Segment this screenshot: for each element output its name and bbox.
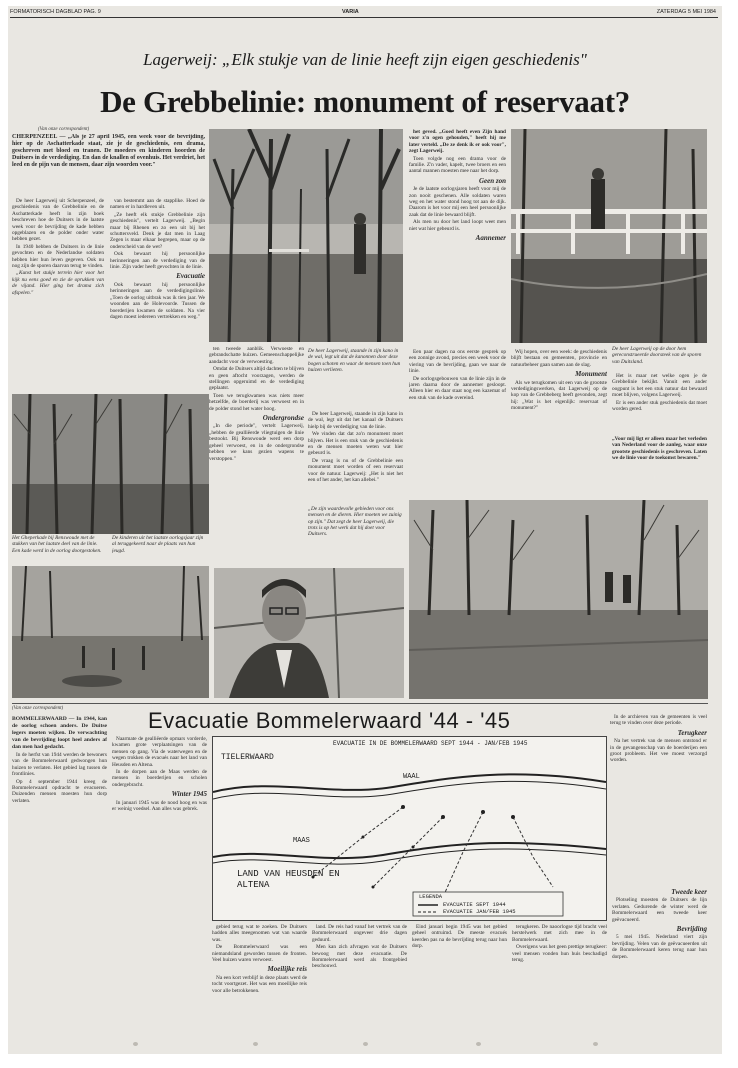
article-column-6b (511, 349, 607, 499)
paragraph: Toen we terugkwamen was niets meer hetzelfde, de boerderij was verwoest en in de polder stond het water hoog. (209, 392, 304, 412)
caption-kanoo: De heer Lagerweij, staande in zijn kano in de wal, legt uit dat de kanonnen door deze bogen schoten en waar de mensen toen hun huizen verlieten. (308, 348, 401, 373)
paragraph: ten tweede aanblik. Verwoeste en gebrandschatte huizen. Gemeenschappelijke aandacht voor de verwoesting. (209, 346, 304, 365)
byline: (Van onze correspondent) (38, 127, 90, 132)
photo-man-by-trees (209, 129, 403, 342)
paragraph: Ook bewaart hij persoonlijke herinneringen aan de verdediging van de linie. Zijn vader heeft gevochten in de linie. (110, 251, 205, 271)
article-2-column-8 (612, 886, 707, 1032)
map-label-tielerwaard: TIELERWAARD (221, 753, 274, 762)
paragraph: Eind januari begin 1945 was het gebied geheel ontruimd. De meeste evacués keerden pas na de bevrijding terug naar hun dorp. (412, 924, 507, 950)
paragraph: „Kunst het stukje terrein hier voor het kijk nu eens goed en zie de oprukken van de vijand. Hier ging het drama zich afspelen." (12, 270, 104, 296)
paragraph: Na een kort verblijf in deze plaats werd de tocht voortgezet. Het was een moeilijke reis voor alle betrokkenen. (212, 974, 307, 994)
paragraph: Naarmate de gealliëerde opmars vorderde, kwamen grote verplaatsingen van de mensen op gang. Via de waterwegen en de wegen trokken de evacués naar het land van Heusden en Altena. (112, 736, 207, 768)
article-lead: CHERPENZEEL — „Als je 27 april 1945, een week voor de bevrijding, hier op de Aschatterkade staat, zie je de geschiedenis, een drama, geschreven met bloed en tranen. De moeders en kinderen hoorden de Duitsers in de verdediging. En dan de knallen of ovenhuis. Het verdriet, het leed en de pijn van de mensen, daar zijn woorden voor." (12, 134, 205, 168)
punch-hole (593, 1042, 598, 1046)
article-2-column-4 (312, 924, 407, 1032)
paragraph: „In die periode", vertelt Lagerweij, „hebben de gealliëerde vliegtuigen de linie bestookt. Bij Renswoude werd een dorp geheel verwoest, en in de ondergrondse hebben we kans gezien wapens te verstoppen." (209, 423, 304, 462)
subheading-moeilijke-reis: Moeilijke reis (267, 965, 307, 974)
photo-forest (12, 394, 209, 534)
paragraph: Je de laatste oorlogsjaren heeft voor mij de zon nooit geschenen. Alle soldaten waren weg en het water stond hoog tot aan de dijk. Daarom is het voor mij een heel persoonlijke zaak dat de linie bewaard blijft. (409, 186, 506, 218)
article-2-column-1 (12, 716, 107, 1032)
subheading-ondergrondse: Ondergrondse (262, 414, 304, 423)
spacer (308, 412, 309, 413)
paragraph: Omdat de Duitsers altijd dachten te blijven en geen aftocht voorzagen, werden de stellingen opgeruimd en de verdediging geplaatst. (209, 366, 304, 392)
subheading-winter-1945: Winter 1945 (171, 790, 207, 799)
subheading-geen-zon: Geen zon (478, 176, 506, 185)
paragraph: Als we terugkomen uit een van de grootste verdedigingswerken, dat Lagerweij op de kop van de Grebbeberg heeft gevonden, zegt hij: „Wat is het eigenlijk: reservaat of monument?" (511, 379, 607, 412)
paragraph: We vinden dat dat zo'n monument moet blijven. Het is een stuk van de geschiedenis en de mensen moeten weten wat hier gebeurd is. (308, 431, 403, 457)
paragraph: In de herfst van 1944 werden de bewoners van de Bommelerwaard gedwongen hun huizen te verlaten. Het gebied lag tussen de frontlinies. (12, 752, 107, 778)
paragraph: Op 4 september 1944 kreeg de Bommelerwaard opdracht te evacueren. Duizenden mensen moesten hun dorp verlaten. (12, 778, 107, 804)
paragraph: Plotseling moesten de Duitsers de lijn verlaten. Gedurende de winter werd de Bommelerwaard een tweede keer geëvacueerd. (612, 897, 707, 923)
paragraph: In de dorpen aan de Maas werden de mensen in boerderijen en scholen ondergebracht. (112, 769, 207, 788)
article-column-3 (209, 346, 304, 554)
punch-hole (253, 1042, 258, 1046)
map-title: EVACUATIE IN DE BOMMELERWAARD SEPT 1944 - JAN/FEB 1945 (333, 740, 528, 747)
paragraph: De Bommelerwaard was een niemandsland geworden tussen de fronten. Veel huizen waren verwoest. (212, 944, 307, 964)
paragraph: Overigens was het geen prettige terugkeer: veel mensen vonden hun huis beschadigd terug. (512, 944, 607, 964)
subheading-evacuatie: Evacuatie (176, 272, 205, 281)
pull-quote: „Voor mij ligt er alleen maar het verleden van Nederland voor de aanleg, waar onze grootste geschiedenis is geschreven. Laten we de linie voor de toekomst bewaren." (612, 436, 707, 462)
paragraph: 5 mei 1945. Nederland viert zijn bevrijding. Velen van de geëvacueerden uit de Bommelerwaard keren terug naar hun dorpen. (612, 934, 707, 960)
punch-hole (363, 1042, 368, 1046)
paragraph: In januari 1945 was de nood hoog en was er weinig voedsel. Aan alles was gebrek. (112, 799, 207, 813)
article-2-title: Evacuatie Bommelerwaard '44 - '45 (148, 708, 511, 733)
photo-portrait (214, 568, 404, 698)
subheading-monument: Monument (575, 370, 607, 379)
caption-kinderen: De kinderen uit het laatste oorlogsjaar zijn al teruggekeerd naar de plaats van hun jeugd. (112, 535, 204, 554)
paragraph: Na het vertrek van de mensen ontstond er in de gevangenschap van de boerderijen een groot probleem. Het vee moest verzorgd worden. (610, 738, 707, 764)
article-column-2 (110, 198, 205, 393)
photo-bridge (511, 129, 707, 343)
caption-gheperkade: Het Gheperkade bij Renswoude met de stukken van het laatste deel van de linie. Een kade werd in de oorlog doorgestoken. (12, 535, 102, 554)
paragraph: Het is maar net welke ogen je de Grebbelinie bekijkt. Vanuit een ander oogpunt is het een stuk natuur dat bewaard moet blijven, volgens Lagerweij. (612, 373, 707, 399)
paragraph: Als men nu door het land loopt weet men niet wat hier gebeurd is. (409, 219, 506, 232)
photo-field-posts (12, 566, 209, 698)
map-label-maas: MAAS (293, 837, 310, 845)
paragraph: „Ze heeft elk stukje Grebbelinie zijn geschiedenis", vertelt Lagerweij. „Begin maar bij Rhenen en zo een uit bij het schuttersveld. Denk je dat men in Laag Zegen is maar elkaar begrepen, maar op de onderscheid van de wet? (110, 211, 205, 250)
caption-waardevol: „De zijn waardevolle gebieden voor ons mensen en de dieren. Hier moeten we zuinig op zijn." Dat zegt de heer Lagerweij, die trots is op het werk dat hij doet voor Duitsers. (308, 506, 402, 538)
photo-landscape (409, 500, 708, 699)
masthead-left: FORMATORISCH DAGBLAD PAG. 9 (10, 9, 101, 15)
paragraph: Wij hopen, over een week: de geschiedenis blijft bestaan en gemeenten, provincie en natuurbeheer gaan samen aan de slag. (511, 349, 607, 368)
subheading-aannemer: Aannemer (475, 234, 506, 243)
paragraph: De heer Lagerweij uit Scherpenzeel, de geschiedenis van de Grebbelinie en de Aschatterkade heeft in zijn boek beschreven hoe de Duitsers in de laatste week voor de bevrijding de kade hebben opgeblazen en de polder onder water hebben gezet. (12, 198, 104, 243)
masthead-rule (10, 17, 718, 18)
article-2-column-5 (412, 924, 507, 1032)
punch-hole (133, 1042, 138, 1046)
subheading-terugkeer: Terugkeer (677, 728, 707, 737)
newspaper-page (8, 6, 722, 1054)
article-headline: De Grebbelinie: monument of reservaat? (100, 84, 630, 119)
article-kicker: Lagerweij: „Elk stukje van de linie heeft zijn eigen geschiedenis" (143, 50, 587, 69)
paragraph: De vraag is nu of de Grebbelinie een monument moet worden of een reservaat voor de natuur. Lagerweij: „Het is niet het een of het ander, het kan allebei." (308, 457, 403, 484)
article-column-6a (409, 349, 506, 499)
paragraph: terugkeren. De naoorlogse tijd bracht veel herstelwerk met zich mee in de Bommelerwaard. (512, 924, 607, 943)
paragraph: De oorlogsgebouwen van de linie zijn in de jaren daarna door de aannemer gesloopt. Alleen hier en daar staat nog een kazemat of een stuk van de kade overeind. (409, 375, 506, 401)
map-legend-sept: EVACUATIE SEPT 1944 (443, 901, 506, 908)
map-legend-title: LEGENDA (419, 893, 443, 900)
map-legend-jan: EVACUATIE JAN/FEB 1945 (443, 908, 516, 915)
paragraph: Men kan zich afvragen wat de Duitsers bewoog met deze evacuatie. De Bommelerwaard werd als frontgebied beschouwd. (312, 944, 407, 970)
article-column-7 (612, 373, 707, 433)
paragraph: Er is een ander stuk geschiedenis dat moet worden gered. (612, 399, 707, 413)
article-separator (12, 703, 708, 704)
paragraph: gebied terug wat te zoeken. De Duitsers hadden alles meegenomen wat van waarde was. (212, 924, 307, 943)
paragraph: van bestemmt aan de stapplike. Hoed de namen er in hardleven uit. (110, 198, 205, 211)
paragraph: Toen volgde nog een drama voor de familie. Z'n vader, kapelt, twee broers en een aantal mannen moesten mee naar het dorp. (409, 155, 506, 175)
paragraph: Ook bewaart hij persoonlijke herinneringen aan de verdedigingslinie. „Toen de oorlog uitbrak was ik tien jaar. We woonden aan de Holevoorde. Tussen de boerderijen kwamen de soldaten. Na vier dagen moest iedereen vertrekken en weg." (110, 281, 205, 320)
article-column-1 (12, 198, 104, 343)
masthead-section: VARIA (342, 9, 359, 15)
paragraph: BOMMELERWAARD — In 1944, kan de oorlog schoen anders. De Duitse legers moeten wijken. De verwachting van de bevrijding loopt heel anders af dan men had gedacht. (12, 716, 107, 750)
paragraph: land. De reis had vanaf het vertrek van de Bommelerwaard ongeveer drie dagen geduurd. (312, 924, 407, 943)
article-2-column-2 (112, 736, 207, 1032)
punch-hole (476, 1042, 481, 1046)
subheading-bevrijding: Bevrijding (676, 925, 707, 934)
paragraph: De heer Lagerweij, staande in zijn kano in de wal, legt uit dat het kanaal de Duitsers hielp bij de verdediging van de linie. (308, 411, 403, 430)
paragraph: In 1940 hebben de Duitsers in de linie gevochten en de Nederlandse soldaten hebben hier hun leven gegeven. Ook nu nog zijn de sporen daarvan terug te vinden. (12, 243, 104, 270)
paragraph: Een paar dagen na ons eerste gesprek op een zonnige avond, precies een week voor de viering van de bevrijding, gaan we naar de linie. (409, 349, 506, 375)
subheading-tweede-keer: Tweede keer (671, 888, 707, 896)
caption-bridge: De heer Lagerweij op de door hem gereconstrueerde doorsteek van de sporen van Duitsland. (612, 346, 702, 365)
paragraph: het geved. „Goed heeft even Zijn hand voor z'n ogen gehouden," heeft hij me later verteld. „De ze denk ik er ook voor", zegt Lagerweij. (409, 129, 506, 155)
paragraph: In de archieven van de gemeenten is veel terug te vinden over deze periode. (610, 714, 707, 727)
evacuation-map (212, 736, 607, 921)
article-2-column-6a (610, 714, 707, 884)
article-2-column-7 (512, 924, 607, 1032)
article-2-column-3 (212, 924, 307, 1032)
map-label-waal: WAAL (403, 773, 420, 781)
map-label-heusden: LAND VAN HEUSDEN EN ALTENA (237, 869, 340, 890)
masthead-date: ZATERDAG 5 MEI 1984 (656, 9, 716, 15)
byline-2: (Van onze correspondent) (12, 706, 64, 711)
